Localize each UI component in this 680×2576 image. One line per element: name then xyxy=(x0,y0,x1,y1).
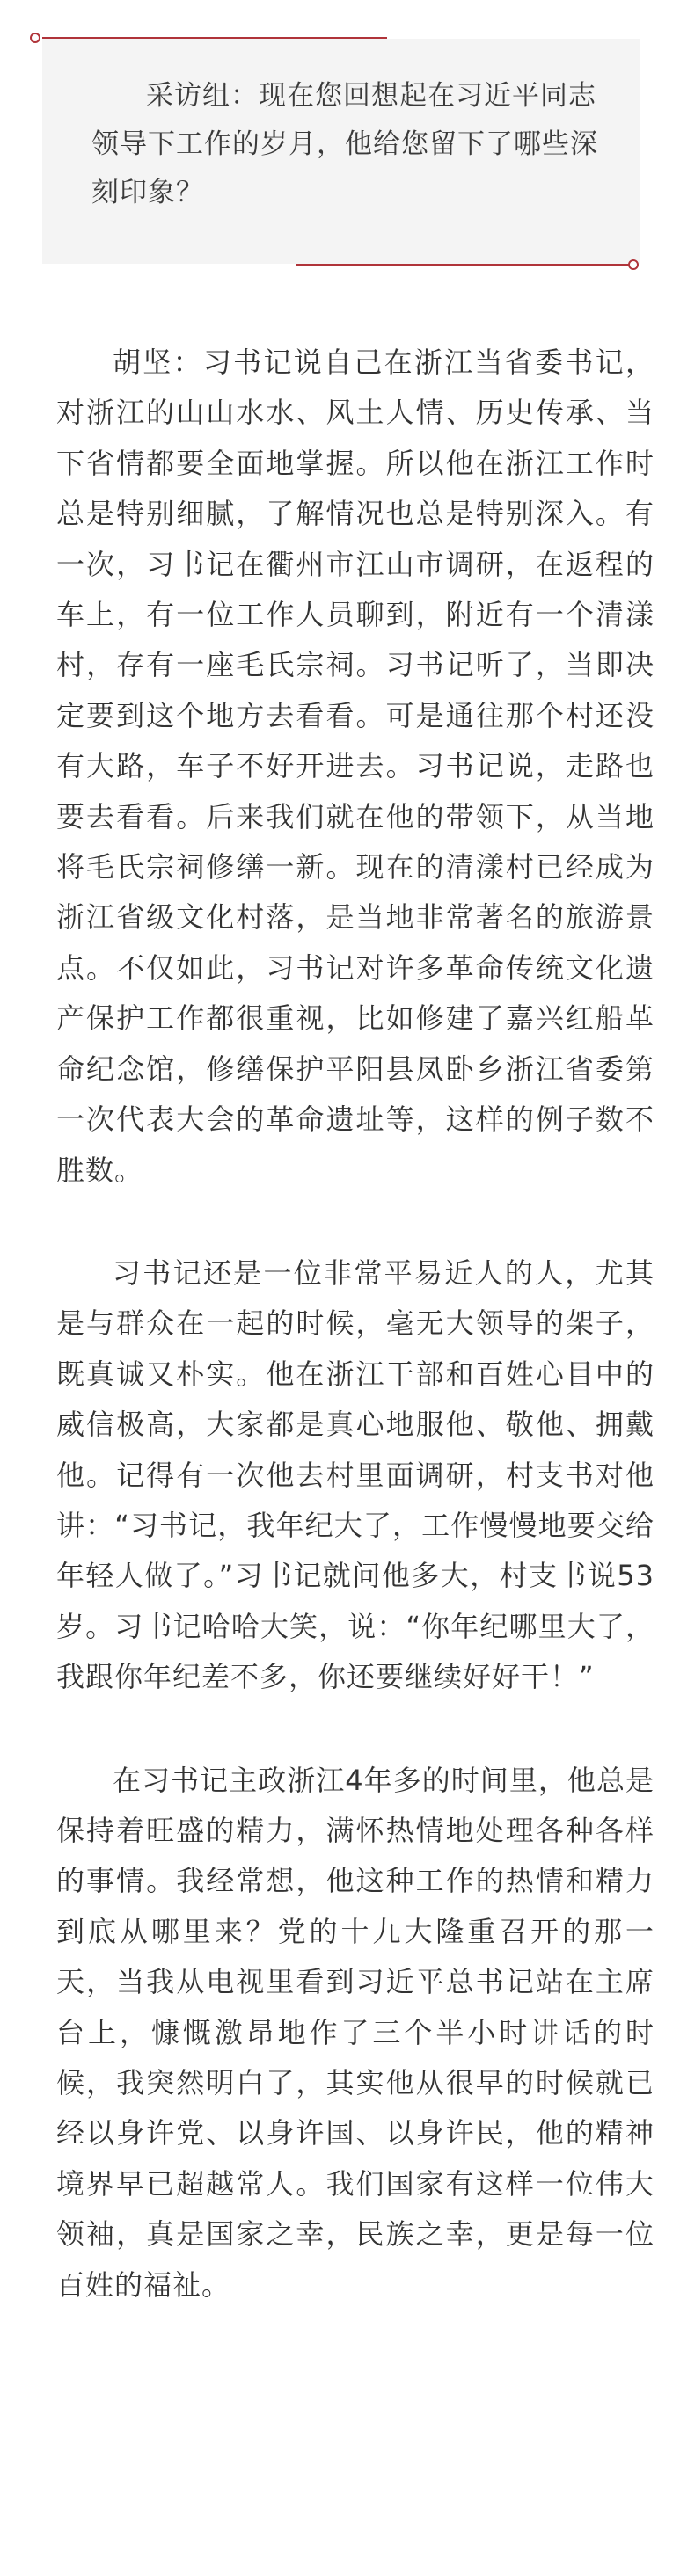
decorative-line-top xyxy=(42,37,387,39)
question-box xyxy=(42,37,640,267)
decorative-line-bottom xyxy=(296,264,630,266)
interview-question: 采访组：现在您回想起在习近平同志领导下工作的岁月，他给您留下了哪些深刻印象？ xyxy=(91,80,598,208)
answer-body xyxy=(56,338,654,2363)
answer-paragraph-2: 习书记还是一位非常平易近人的人，尤其是与群众在一起的时候，毫无大领导的架子，既真诚又朴实。他在浙江干部和百姓心目中的威信极高，大家都是真心地服他、敬他、拥戴他。记得有一次他去村里面调研，村支书对他讲：“习书记，我年纪大了，工作慢慢地要交给年轻人做了。”习书记就问他多大，村支书说53岁。习书记哈哈大笑，说：“你年纪哪里大了，我跟你年纪差不多，你还要继续好好干！” xyxy=(56,1255,654,1694)
decorative-circle-icon xyxy=(30,33,40,43)
decorative-circle-icon xyxy=(628,259,639,270)
answer-paragraph-1: 胡坚：习书记说自己在浙江当省委书记，对浙江的山山水水、风土人情、历史传承、当下省情都要全面地掌握。所以他在浙江工作时总是特别细腻，了解情况也总是特别深入。有一次，习书记在衢州市江山市调研，在返程的车上，有一位工作人员聊到，附近有一个清漾村，存有一座毛氏宗祠。习书记听了，当即决定要到这个地方去看看。可是通往那个村还没有大路，车子不好开进去。习书记说，走路也要去看看。后来我们就在他的带领下，从当地将毛氏宗祠修缮一新。现在的清漾村已经成为浙江省级文化村落，是当地非常著名的旅游景点。不仅如此，习书记对许多革命传统文化遗产保护工作都很重视，比如修建了嘉兴红船革命纪念馆，修缮保护平阳县凤卧乡浙江省委第一次代表大会的革命遗址等，这样的例子数不胜数。 xyxy=(56,346,654,1187)
answer-paragraph-3: 在习书记主政浙江4年多的时间里，他总是保持着旺盛的精力，满怀热情地处理各种各样的事情。我经常想，他这种工作的热情和精力到底从哪里来？党的十九大隆重召开的那一天，当我从电视里看到习近平总书记站在主席台上，慷慨激昂地作了三个半小时讲话的时候，我突然明白了，其实他从很早的时候就已经以身许党、以身许国、以身许民，他的精神境界早已超越常人。我们国家有这样一位伟大领袖，真是国家之幸，民族之幸，更是每一位百姓的福祉。 xyxy=(56,1763,654,2302)
